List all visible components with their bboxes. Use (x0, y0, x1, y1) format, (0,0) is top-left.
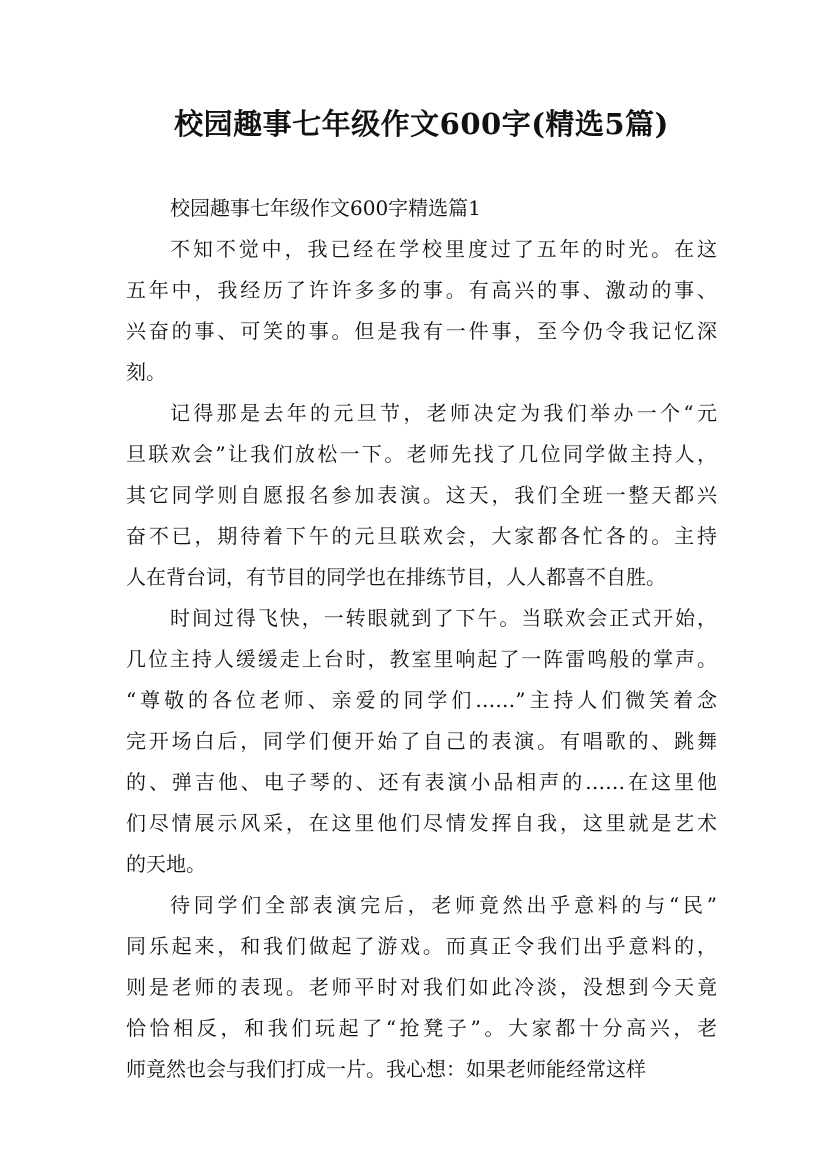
text-line: 则是老师的表现。老师平时对我们如此冷淡，没想到今天竟 (126, 975, 717, 999)
paragraph (126, 393, 717, 598)
text-line: 时间过得飞快，一转眼就到了下午。当联欢会正式开始， (170, 606, 717, 630)
text-line: 其它同学则自愿报名参加表演。这天，我们全班一整天都兴 (126, 483, 717, 507)
paragraph (126, 885, 717, 1090)
text-line: 恰恰相反，和我们玩起了“抢凳子”。大家都十分高兴，老 (126, 1016, 717, 1040)
text-line: 的天地。 (126, 852, 206, 876)
text-line: 兴奋的事、可笑的事。但是我有一件事，至今仍令我记忆深 (126, 319, 717, 343)
text-line: 不知不觉中，我已经在学校里度过了五年的时光。在这 (170, 237, 717, 261)
text-line: 记得那是去年的元旦节，老师决定为我们举办一个“元 (170, 401, 717, 425)
text-line: 的、弹吉他、电子琴的、还有表演小品相声的……在这里他 (126, 770, 717, 794)
text-line: 旦联欢会”让我们放松一下。老师先找了几位同学做主持人， (126, 442, 717, 466)
text-line: 同乐起来，和我们做起了游戏。而真正令我们出乎意料的， (126, 934, 717, 958)
text-line: 待同学们全部表演完后，老师竟然出乎意料的与“民” (170, 893, 717, 917)
text-line: “尊敬的各位老师、亲爱的同学们……”主持人们微笑着念 (126, 688, 717, 712)
paragraph (126, 598, 717, 885)
paragraph (126, 229, 717, 393)
text-line: 们尽情展示风采，在这里他们尽情发挥自我，这里就是艺术 (126, 811, 717, 835)
paragraph (126, 188, 717, 229)
document-body (126, 188, 717, 1090)
section-heading: 校园趣事七年级作文600字精选篇1 (170, 196, 481, 220)
text-line: 几位主持人缓缓走上台时，教室里响起了一阵雷鸣般的掌声。 (126, 647, 717, 671)
text-line: 奋不已，期待着下午的元旦联欢会，大家都各忙各的。主持 (126, 524, 717, 548)
text-line: 人在背台词，有节目的同学也在排练节目，人人都喜不自胜。 (126, 565, 666, 589)
text-line: 完开场白后，同学们便开始了自己的表演。有唱歌的、跳舞 (126, 729, 717, 753)
text-line: 师竟然也会与我们打成一片。我心想：如果老师能经常这样 (126, 1057, 646, 1081)
document-title: 校园趣事七年级作文600字(精选5篇) (174, 107, 669, 141)
text-line: 刻。 (126, 360, 166, 384)
text-line: 五年中，我经历了许许多多的事。有高兴的事、激动的事、 (126, 278, 717, 302)
